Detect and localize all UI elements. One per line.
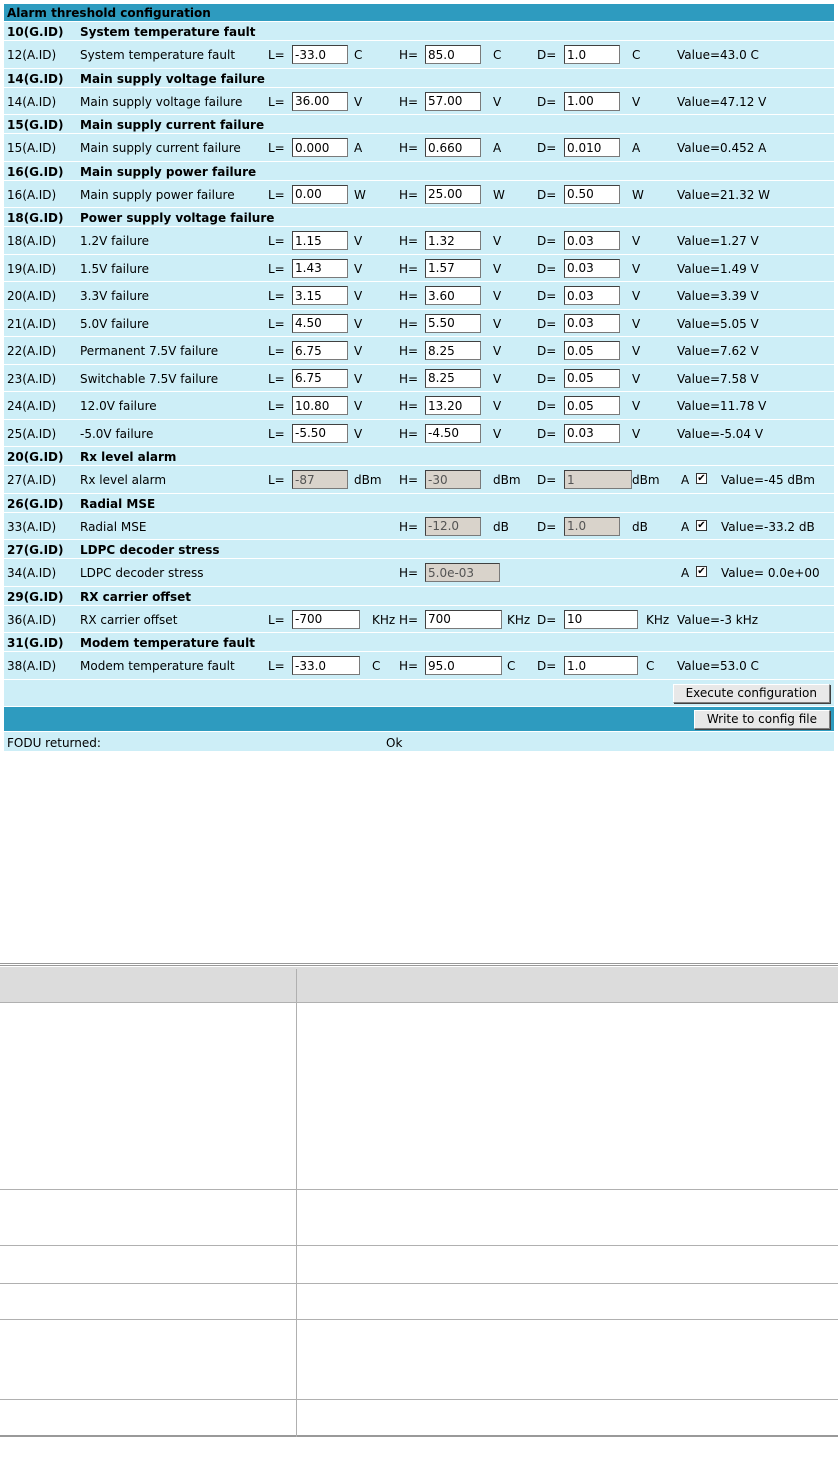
- delta-input[interactable]: [564, 231, 620, 250]
- alarm-id: 38(A.ID): [7, 659, 57, 673]
- group-name: LDPC decoder stress: [80, 543, 220, 557]
- alarm-name: 1.2V failure: [80, 234, 150, 248]
- delta-unit: V: [632, 426, 641, 441]
- low-threshold-input[interactable]: [292, 231, 348, 250]
- low-label: L=: [268, 289, 285, 303]
- high-label: H=: [399, 187, 419, 202]
- alarm-id: 34(A.ID): [7, 566, 57, 580]
- delta-unit: dBm: [632, 473, 660, 487]
- low-unit: V: [354, 316, 363, 331]
- delta-label: D=: [537, 426, 557, 441]
- group-header: [4, 115, 834, 134]
- high-unit: V: [493, 399, 502, 413]
- low-label: L=: [268, 187, 285, 202]
- low-threshold-input[interactable]: [292, 656, 360, 675]
- low-threshold-input[interactable]: [292, 341, 348, 360]
- high-unit: A: [493, 141, 502, 155]
- low-threshold-input[interactable]: [292, 424, 348, 443]
- low-label: L=: [268, 399, 285, 413]
- auto-checkbox[interactable]: ✔: [697, 519, 706, 531]
- current-value: Value=-45 dBm: [721, 473, 815, 487]
- high-unit: V: [493, 426, 502, 441]
- high-threshold-input[interactable]: [425, 185, 481, 204]
- alarm-name: 1.5V failure: [80, 261, 150, 276]
- high-label: H=: [399, 141, 419, 155]
- low-threshold-input[interactable]: [292, 45, 348, 64]
- group-name: Modem temperature fault: [80, 636, 255, 650]
- alarm-row: [4, 392, 834, 420]
- alarm-row: [4, 337, 834, 365]
- group-id: 31(G.ID): [7, 636, 64, 650]
- group-header: [4, 587, 834, 606]
- delta-unit: V: [632, 316, 641, 331]
- high-threshold-input[interactable]: [425, 45, 481, 64]
- delta-label: D=: [537, 289, 557, 303]
- current-value: Value=1.49 V: [677, 261, 759, 276]
- alarm-row-rx-level: [4, 466, 834, 494]
- high-threshold-input[interactable]: [425, 231, 481, 250]
- high-threshold-input[interactable]: [425, 341, 481, 360]
- high-threshold-input[interactable]: [425, 92, 481, 111]
- high-threshold-input: [425, 563, 500, 582]
- low-label: L=: [268, 371, 285, 386]
- delta-input[interactable]: [564, 610, 638, 629]
- high-threshold-input[interactable]: [425, 656, 502, 675]
- high-label: H=: [399, 426, 419, 441]
- auto-checkbox[interactable]: ✔: [697, 566, 706, 577]
- status-row: [4, 732, 834, 752]
- alarm-row-ldpc: [4, 559, 834, 587]
- low-label: L=: [268, 94, 285, 109]
- group-header: [4, 447, 834, 466]
- group-id: 27(G.ID): [7, 543, 64, 557]
- group-header: [4, 162, 834, 181]
- delta-unit: V: [632, 261, 641, 276]
- current-value: Value=3.39 V: [677, 289, 759, 303]
- delta-unit: V: [632, 234, 641, 248]
- alarm-name: Main supply power failure: [80, 187, 235, 202]
- alarm-id: 21(A.ID): [7, 316, 57, 331]
- alarm-name: 3.3V failure: [80, 289, 150, 303]
- delta-unit: V: [632, 344, 641, 358]
- low-label: L=: [268, 261, 285, 276]
- alarm-name: 12.0V failure: [80, 399, 157, 413]
- alarm-name: Rx level alarm: [80, 473, 167, 487]
- low-unit: V: [354, 234, 363, 248]
- delta-label: D=: [537, 94, 557, 109]
- alarm-id: 23(A.ID): [7, 371, 57, 386]
- high-unit: V: [493, 371, 502, 386]
- low-threshold-input[interactable]: [292, 92, 348, 111]
- group-id: 14(G.ID): [7, 71, 64, 86]
- alarm-name: Main supply voltage failure: [80, 94, 243, 109]
- alarm-row: [4, 88, 834, 116]
- low-threshold-input[interactable]: [292, 610, 360, 629]
- delta-label: D=: [537, 612, 557, 627]
- low-threshold-input[interactable]: [292, 369, 348, 388]
- alarm-name: -5.0V failure: [80, 426, 154, 441]
- alarm-name: RX carrier offset: [80, 612, 178, 627]
- alarm-id: 27(A.ID): [7, 473, 57, 487]
- high-threshold-input[interactable]: [425, 259, 481, 278]
- table-row-divider: [0, 1002, 838, 1003]
- alarm-id: 18(A.ID): [7, 234, 57, 248]
- high-unit: V: [493, 234, 502, 248]
- low-unit: C: [372, 659, 381, 673]
- high-unit: C: [493, 48, 502, 62]
- alarm-id: 25(A.ID): [7, 426, 57, 441]
- alarm-id: 22(A.ID): [7, 344, 57, 358]
- current-value: Value= 0.0e+00: [721, 566, 820, 580]
- high-unit: V: [493, 289, 502, 303]
- auto-label: A: [681, 566, 690, 580]
- high-unit: C: [507, 659, 516, 673]
- table-row-divider: [0, 1399, 838, 1400]
- table-row-divider: [0, 1245, 838, 1246]
- delta-input[interactable]: [564, 656, 638, 675]
- table-column-divider: [296, 969, 297, 1437]
- group-name: Main supply current failure: [80, 118, 265, 132]
- low-threshold-input[interactable]: [292, 185, 348, 204]
- high-unit: V: [493, 316, 502, 331]
- high-threshold-input: [425, 470, 481, 489]
- low-label: L=: [268, 426, 285, 441]
- delta-label: D=: [537, 261, 557, 276]
- group-id: 26(G.ID): [7, 496, 64, 511]
- low-threshold-input[interactable]: [292, 138, 348, 157]
- high-unit: dB: [493, 519, 509, 534]
- alarm-id: 36(A.ID): [7, 612, 57, 627]
- current-value: Value=21.32 W: [677, 187, 771, 202]
- current-value: Value=11.78 V: [677, 399, 767, 413]
- group-id: 15(G.ID): [7, 118, 64, 132]
- delta-unit: W: [632, 187, 644, 202]
- delta-label: D=: [537, 48, 557, 62]
- group-header: [4, 494, 834, 513]
- group-header: [4, 22, 834, 41]
- delta-input: [564, 517, 620, 536]
- high-label: H=: [399, 399, 419, 413]
- write-config-file-button[interactable]: Write to config file: [694, 710, 830, 729]
- delta-input: [564, 470, 632, 489]
- delta-label: D=: [537, 234, 557, 248]
- alarm-name: Radial MSE: [80, 519, 147, 534]
- alarm-name: Permanent 7.5V failure: [80, 344, 219, 358]
- delta-unit: KHz: [646, 612, 670, 627]
- alarm-row-rx-offset: [4, 606, 834, 634]
- current-value: Value=0.452 A: [677, 141, 767, 155]
- low-unit: V: [354, 426, 363, 441]
- group-name: System temperature fault: [80, 25, 256, 39]
- high-unit: W: [493, 187, 505, 202]
- alarm-row: [4, 227, 834, 255]
- low-label: L=: [268, 316, 285, 331]
- delta-label: D=: [537, 659, 557, 673]
- current-value: Value=5.05 V: [677, 316, 759, 331]
- current-value: Value=-33.2 dB: [721, 519, 815, 534]
- alarm-name: Switchable 7.5V failure: [80, 371, 219, 386]
- current-value: Value=43.0 C: [677, 48, 759, 62]
- delta-label: D=: [537, 316, 557, 331]
- delta-input[interactable]: [564, 185, 620, 204]
- alarm-rows: [4, 22, 834, 447]
- high-unit: V: [493, 344, 502, 358]
- alarm-row: [4, 365, 834, 393]
- group-id: 18(G.ID): [7, 211, 64, 225]
- delta-unit: dB: [632, 519, 648, 534]
- delta-input[interactable]: [564, 138, 620, 157]
- low-unit: V: [354, 94, 363, 109]
- table-top-rule-2: [0, 965, 838, 966]
- high-threshold-input[interactable]: [425, 314, 481, 333]
- current-value: Value=-5.04 V: [677, 426, 764, 441]
- alarm-row: [4, 310, 834, 338]
- alarm-row: [4, 282, 834, 310]
- delta-label: D=: [537, 473, 557, 487]
- alarm-id: 15(A.ID): [7, 141, 57, 155]
- delta-label: D=: [537, 141, 557, 155]
- group-id: 29(G.ID): [7, 589, 64, 604]
- high-label: H=: [399, 659, 419, 673]
- alarm-row: [4, 41, 834, 69]
- high-label: H=: [399, 344, 419, 358]
- low-unit: V: [354, 344, 363, 358]
- alarm-row-radial-mse: [4, 513, 834, 541]
- high-label: H=: [399, 519, 419, 534]
- low-threshold-input[interactable]: [292, 396, 348, 415]
- delta-label: D=: [537, 187, 557, 202]
- group-name: Main supply power failure: [80, 164, 257, 179]
- auto-checkbox[interactable]: ✔: [697, 473, 706, 484]
- delta-input[interactable]: [564, 45, 620, 64]
- low-unit: KHz: [372, 612, 396, 627]
- low-unit: V: [354, 289, 363, 303]
- high-unit: V: [493, 261, 502, 276]
- low-label: L=: [268, 344, 285, 358]
- delta-label: D=: [537, 344, 557, 358]
- group-id: 10(G.ID): [7, 25, 64, 39]
- high-threshold-input[interactable]: [425, 396, 481, 415]
- execute-configuration-button[interactable]: Execute configuration: [673, 684, 830, 703]
- delta-label: D=: [537, 371, 557, 386]
- alarm-row: [4, 181, 834, 209]
- execute-row: [4, 680, 834, 707]
- group-id: 20(G.ID): [7, 450, 64, 464]
- high-label: H=: [399, 371, 419, 386]
- delta-input[interactable]: [564, 369, 620, 388]
- auto-label: A: [681, 519, 690, 534]
- group-header: [4, 540, 834, 559]
- high-threshold-input[interactable]: [425, 424, 481, 443]
- low-label: L=: [268, 141, 285, 155]
- low-unit: A: [354, 141, 363, 155]
- low-unit: V: [354, 261, 363, 276]
- high-label: H=: [399, 473, 419, 487]
- delta-input[interactable]: [564, 396, 620, 415]
- low-label: L=: [268, 659, 285, 673]
- current-value: Value=1.27 V: [677, 234, 759, 248]
- low-unit: V: [354, 399, 363, 413]
- current-value: Value=7.62 V: [677, 344, 759, 358]
- delta-input[interactable]: [564, 424, 620, 443]
- delta-unit: A: [632, 141, 641, 155]
- high-threshold-input[interactable]: [425, 369, 481, 388]
- delta-input[interactable]: [564, 92, 620, 111]
- low-threshold-input: [292, 470, 348, 489]
- current-value: Value=7.58 V: [677, 371, 759, 386]
- alarm-id: 20(A.ID): [7, 289, 57, 303]
- group-header: [4, 69, 834, 88]
- alarm-id: 16(A.ID): [7, 187, 57, 202]
- delta-input[interactable]: [564, 286, 620, 305]
- alarm-name: Main supply current failure: [80, 141, 241, 155]
- delta-input[interactable]: [564, 314, 620, 333]
- delta-unit: V: [632, 371, 641, 386]
- low-threshold-input[interactable]: [292, 286, 348, 305]
- low-label: L=: [268, 473, 285, 487]
- delta-unit: V: [632, 94, 641, 109]
- group-id: 16(G.ID): [7, 164, 64, 179]
- table-row-divider: [0, 1319, 838, 1320]
- high-label: H=: [399, 566, 419, 580]
- alarm-id: 14(A.ID): [7, 94, 57, 109]
- low-unit: V: [354, 371, 363, 386]
- high-unit: dBm: [493, 473, 521, 487]
- delta-label: D=: [537, 519, 557, 534]
- group-header: [4, 208, 834, 227]
- alarm-threshold-panel: [4, 4, 834, 752]
- table-row-divider: [0, 1189, 838, 1190]
- alarm-name: Modem temperature fault: [80, 659, 235, 673]
- high-label: H=: [399, 316, 419, 331]
- low-label: L=: [268, 612, 285, 627]
- group-name: Power supply voltage failure: [80, 211, 275, 225]
- current-value: Value=-3 kHz: [677, 612, 759, 627]
- current-value: Value=47.12 V: [677, 94, 767, 109]
- alarm-row: [4, 255, 834, 283]
- alarm-name: LDPC decoder stress: [80, 566, 204, 580]
- group-name: Main supply voltage failure: [80, 71, 265, 86]
- high-label: H=: [399, 261, 419, 276]
- status-label: FODU returned:: [7, 735, 101, 750]
- alarm-id: 12(A.ID): [7, 48, 57, 62]
- high-label: H=: [399, 612, 419, 627]
- current-value: Value=53.0 C: [677, 659, 759, 673]
- delta-unit: V: [632, 289, 641, 303]
- group-header: [4, 633, 834, 652]
- group-name: Rx level alarm: [80, 450, 177, 464]
- table-header: [0, 967, 838, 1002]
- low-label: L=: [268, 234, 285, 248]
- low-threshold-input[interactable]: [292, 259, 348, 278]
- group-name: Radial MSE: [80, 496, 156, 511]
- low-unit: C: [354, 48, 363, 62]
- panel-title: Alarm threshold configuration: [7, 6, 211, 20]
- table-row-divider: [0, 1283, 838, 1284]
- delta-unit: C: [646, 659, 655, 673]
- write-row: [4, 707, 834, 732]
- status-value: Ok: [386, 735, 403, 750]
- high-unit: V: [493, 94, 502, 109]
- high-unit: KHz: [507, 612, 531, 627]
- alarm-row: [4, 134, 834, 162]
- delta-input[interactable]: [564, 259, 620, 278]
- table-bottom-rule: [0, 1435, 838, 1437]
- high-label: H=: [399, 48, 419, 62]
- panel-title-bar: [4, 4, 834, 22]
- group-name: RX carrier offset: [80, 589, 192, 604]
- alarm-id: 19(A.ID): [7, 261, 57, 276]
- alarm-row-modem-temp: [4, 652, 834, 680]
- alarm-name: System temperature fault: [80, 48, 236, 62]
- high-threshold-input: [425, 517, 481, 536]
- alarm-id: 33(A.ID): [7, 519, 57, 534]
- high-threshold-input[interactable]: [425, 286, 481, 305]
- low-label: L=: [268, 48, 285, 62]
- alarm-row: [4, 420, 834, 448]
- alarm-id: 24(A.ID): [7, 399, 57, 413]
- low-unit: dBm: [354, 473, 382, 487]
- alarm-name: 5.0V failure: [80, 316, 150, 331]
- high-label: H=: [399, 289, 419, 303]
- table-top-rule: [0, 963, 838, 964]
- high-threshold-input[interactable]: [425, 610, 502, 629]
- high-label: H=: [399, 94, 419, 109]
- high-threshold-input[interactable]: [425, 138, 481, 157]
- delta-input[interactable]: [564, 341, 620, 360]
- auto-label: A: [681, 473, 690, 487]
- delta-unit: C: [632, 48, 641, 62]
- delta-unit: V: [632, 399, 641, 413]
- low-threshold-input[interactable]: [292, 314, 348, 333]
- delta-label: D=: [537, 399, 557, 413]
- low-unit: W: [354, 187, 366, 202]
- high-label: H=: [399, 234, 419, 248]
